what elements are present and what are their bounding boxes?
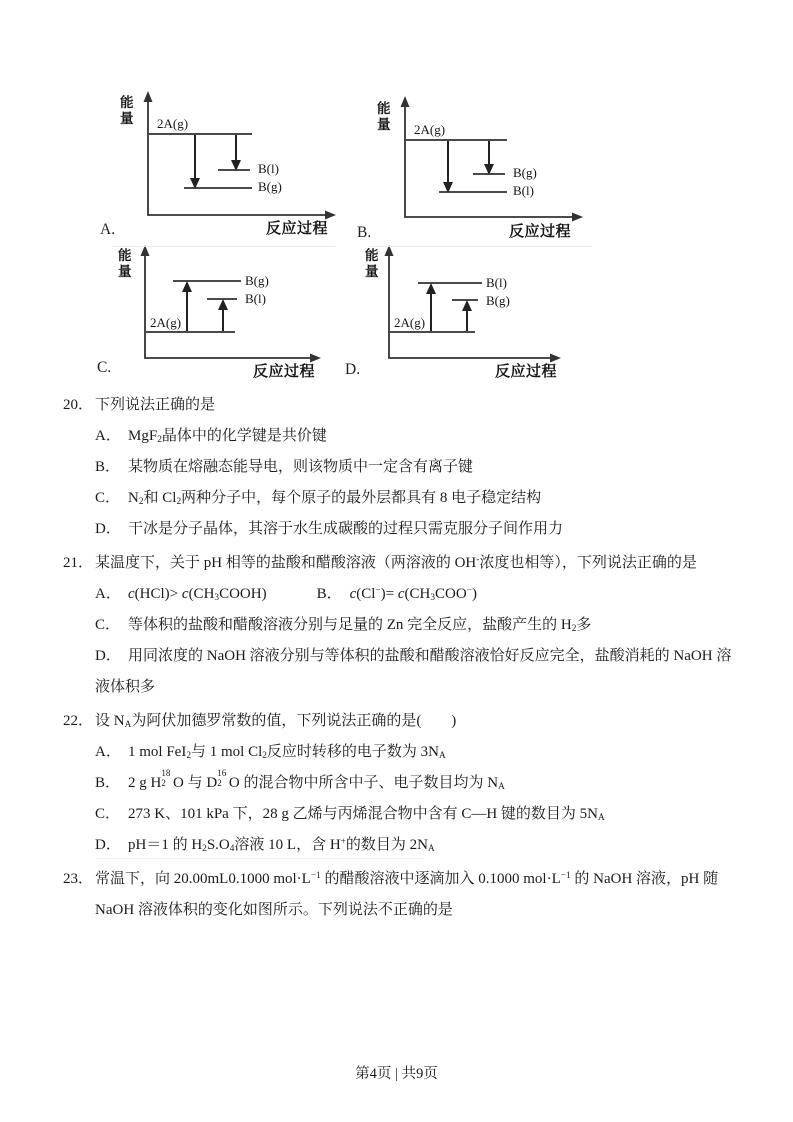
question-list <box>0 390 793 926</box>
x-axis-label: 反应过程 <box>495 364 558 380</box>
scan-artifact-line <box>113 246 335 247</box>
option-label: B． <box>95 459 121 475</box>
option-label: A． <box>95 586 121 602</box>
question-stem-text: 设 $N_A$为阿伏加德罗常数的值，下列说法正确的是( ) <box>95 713 457 731</box>
x-axis-label: 反应过程 <box>266 221 329 237</box>
option-label: D． <box>95 521 121 537</box>
energy-diagram-c <box>95 245 345 385</box>
option-label: B． <box>316 586 342 602</box>
question-21-stem <box>0 548 793 579</box>
option-21-d <box>95 641 745 703</box>
lower-level-label: B(l) <box>513 183 534 198</box>
axes <box>145 254 311 358</box>
reactant-label: 2A(g) <box>157 116 189 131</box>
energy-axis-label: 能量 <box>118 248 132 279</box>
option-21-a-b <box>95 579 745 610</box>
option-text: 273 K、101 kPa 下，28 g 乙烯与丙烯混合物中含有 C—H 键的数目为 $5N_A$ <box>128 806 605 824</box>
top-level-label: B(g) <box>245 273 269 288</box>
question-stem-text: 某温度下，关于 pH 相等的盐酸和醋酸溶液（两溶液的 OH-浓度也相等），下列说法正确的是 <box>95 554 697 571</box>
question-22-stem <box>0 706 793 737</box>
option-letter-a: A. <box>100 221 116 238</box>
question-number: 21． <box>63 555 94 571</box>
up-arrow-short-head-icon <box>218 299 228 310</box>
question-number: 23． <box>63 871 94 887</box>
option-letter-b: B. <box>357 224 372 241</box>
axes <box>389 254 551 358</box>
question-stem-text: 常温下，向 20.00mL0.1000 $mol\cdot L^{-1}$ 的醋酸溶液中逐滴加入 0.1000 $mol\cdot L^{-1}$ 的 NaOH 溶液，pH 随 NaOH 溶液体积的变化如图所示。下列说法不正确的是 <box>95 870 719 918</box>
reactant-label: 2A(g) <box>414 122 446 137</box>
option-label: A． <box>95 744 121 760</box>
option-text: 2 g H 18 2 O 与 D 16 2 O 的混合物中所含中子、电子数目均为 $N_A$ <box>128 767 505 793</box>
energy-axis-label: 能量 <box>120 95 134 126</box>
option-text: $N_2$和 $Cl_2$两种分子中，每个原子的最外层都具有 8 电子稳定结构 <box>128 490 542 508</box>
option-text: 某物质在熔融态能导电，则该物质中一定含有离子键 <box>128 459 474 475</box>
lower-level-label: B(g) <box>258 179 282 194</box>
energy-axis-label: 能量 <box>365 248 379 279</box>
option-20-a <box>95 421 745 452</box>
x-axis-label: 反应过程 <box>253 364 316 380</box>
option-text: 干冰是分子晶体，其溶于水生成碳酸的过程只需克服分子间作用力 <box>128 521 564 537</box>
option-text: 用同浓度的 NaOH 溶液分别与等体积的盐酸和醋酸溶液恰好反应完全，盐酸消耗的 NaOH 溶液体积多 <box>95 648 732 695</box>
option-20-c <box>95 483 745 514</box>
question-23-stem <box>0 864 793 926</box>
question-number: 20． <box>63 397 94 413</box>
reactant-label: 2A(g) <box>394 315 426 330</box>
energy-diagram-d <box>345 245 595 385</box>
scan-artifact-line <box>370 246 592 247</box>
option-text: 等体积的盐酸和醋酸溶液分别与足量的 Zn 完全反应，盐酸产生的 $H_2$多 <box>128 617 592 635</box>
reactant-label: 2A(g) <box>150 315 182 330</box>
question-22 <box>0 706 793 861</box>
energy-diagram-d-plot <box>345 245 595 385</box>
option-letter-d: D. <box>345 361 361 378</box>
energy-diagram-a <box>100 90 345 245</box>
option-label: C． <box>95 490 121 506</box>
option-label: B． <box>95 775 121 791</box>
question-stem-text: 下列说法正确的是 <box>95 397 216 413</box>
option-text: 1 mol FeI$_2$与 1 mol $Cl_2$反应时转移的电子数为 $3N_A$ <box>128 744 446 762</box>
question-number: 22． <box>63 713 94 729</box>
option-label: D． <box>95 648 121 664</box>
up-arrow-long-head-icon <box>426 283 436 294</box>
page-footer: 第4页 | 共9页 <box>355 1066 438 1082</box>
option-label: C． <box>95 617 121 633</box>
option-22-c <box>95 799 745 830</box>
y-axis-arrow-icon <box>144 91 153 102</box>
option-22-d <box>95 830 745 861</box>
y-axis-arrow-icon <box>401 96 410 107</box>
top-level-label: B(l) <box>486 275 507 290</box>
option-21-c <box>95 610 745 641</box>
question-20-stem <box>0 390 793 421</box>
option-22-a <box>95 737 745 768</box>
energy-axis-label: 能量 <box>377 101 391 132</box>
upper-level-label: B(l) <box>258 161 279 176</box>
option-text: MgF$_2$晶体中的化学键是共价键 <box>128 428 327 446</box>
option-letter-c: C. <box>97 359 112 376</box>
energy-diagram-b <box>357 95 602 245</box>
x-axis-label: 反应过程 <box>509 224 572 240</box>
x-axis-arrow-icon <box>572 213 583 222</box>
question-20 <box>0 390 793 545</box>
option-22-b <box>95 768 745 799</box>
up-arrow-long-head-icon <box>182 281 192 292</box>
option-20-d <box>95 514 745 545</box>
option-label: A． <box>95 428 121 444</box>
mid-level-label: B(l) <box>245 291 266 306</box>
question-21 <box>0 548 793 703</box>
option-20-b <box>95 452 745 483</box>
up-arrow-short-head-icon <box>462 300 472 311</box>
option-label: D． <box>95 837 121 853</box>
mid-level-label: B(g) <box>486 293 510 308</box>
option-text: $c(HCl)> c(CH_3COOH)$ <box>128 586 267 604</box>
option-text: pH＝1 的 $H_2S.O_4$溶液 10 L，含 H+的数目为 $2N_A$ <box>128 836 435 855</box>
option-text: $c(Cl^-)= c(CH_3COO^-)$ <box>349 585 477 604</box>
upper-level-label: B(g) <box>513 165 537 180</box>
question-23 <box>0 864 793 926</box>
option-label: C． <box>95 806 121 822</box>
